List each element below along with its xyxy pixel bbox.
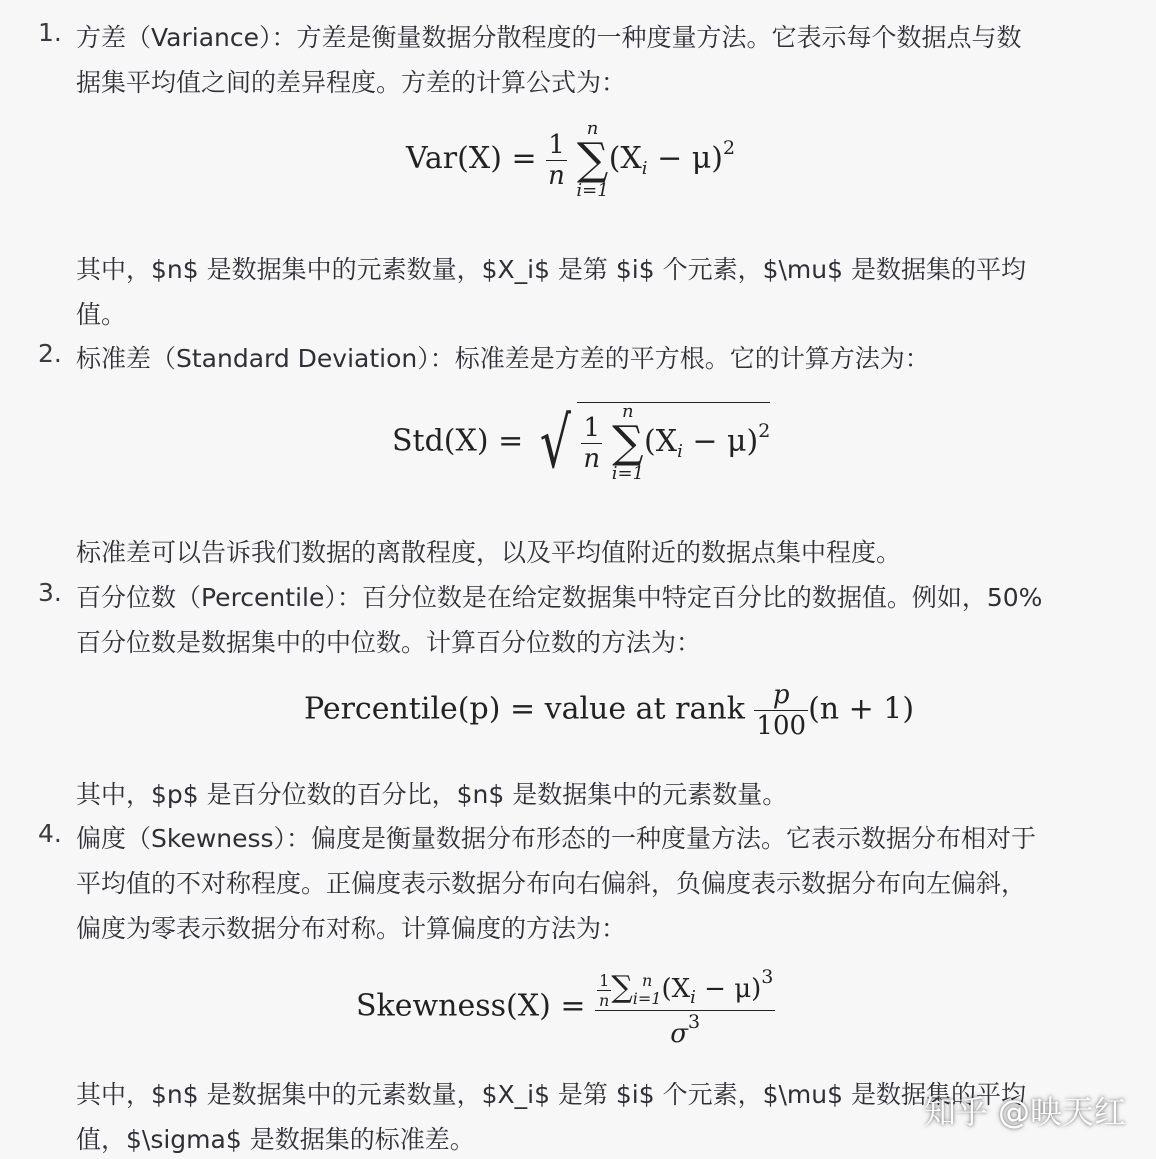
item-note-line: 值，$\sigma$ 是数据集的标准差。 [76, 1125, 475, 1154]
variance-formula: Var(X) = $\frac{1}{n}$ n ∑ i=1 $(X_i - \mu)^2$ [406, 118, 736, 201]
formula-fraction: $\frac{p}{100}$ [756, 680, 807, 741]
item-number: 4. [38, 819, 62, 848]
formula-lhs: Var(X) = [406, 141, 537, 176]
item-text-line: 偏度（Skewness）：偏度是衡量数据分布形态的一种度量方法。它表示数据分布相对于 [76, 824, 1037, 853]
item-text-line: 方差（Variance）：方差是衡量数据分散程度的一种度量方法。它表示每个数据点与数 [76, 23, 1022, 52]
item-note-line: 其中，$p$ 是百分位数的百分比，$n$ 是数据集中的元素数量。 [76, 780, 788, 809]
item-note-line: 其中，$n$ 是数据集中的元素数量，$X_i$ 是第 $i$ 个元素，$\mu$ 是数据集的平均 [76, 1080, 1026, 1109]
sqrt-icon: √ [539, 401, 571, 484]
item-text-line: 百分位数是数据集中的中位数。计算百分位数的方法为： [76, 628, 702, 657]
item-text-line: 平均值的不对称程度。正偏度表示数据分布向右偏斜，负偏度表示数据分布向左偏斜， [76, 869, 1027, 898]
item-text-line: 标准差（Standard Deviation）：标准差是方差的平方根。它的计算方法为： [76, 344, 930, 373]
item-number: 2. [38, 339, 62, 368]
percentile-formula: Percentile(p) = value at rank $\frac{p}{100}$ (n + 1) [304, 680, 915, 741]
item-note-line: 其中，$n$ 是数据集中的元素数量，$X_i$ 是第 $i$ 个元素，$\mu$ 是数据集的平均 [76, 255, 1026, 284]
std-formula [392, 402, 770, 483]
item-note-line: 值。 [76, 300, 127, 329]
item-note-line: 标准差可以告诉我们数据的离散程度，以及平均值附近的数据点集中程度。 [76, 538, 902, 567]
formula-fraction: $\frac{1}{n}$ ∑ n i=1 $(X_i - \mu)^3$ $\sigma^3$ [595, 966, 775, 1049]
formula-lhs: Skewness(X) = [356, 988, 586, 1024]
item-text-line: 据集平均值之间的差异程度。方差的计算公式为： [76, 68, 627, 97]
formula-lhs: Std(X) = [392, 423, 524, 459]
watermark: 知乎 @映天红 [923, 1093, 1126, 1131]
sqrt-body: $\frac{1}{n}$ n ∑ i=1 $(X_i - \mu)^2$ [577, 402, 770, 483]
formula-fraction: $\frac{1}{n}$ [548, 129, 565, 191]
summation: n ∑ i=1 [576, 118, 609, 201]
summation: n ∑ i=1 [611, 401, 644, 484]
item-number: 1. [38, 18, 62, 47]
skewness-formula [356, 966, 775, 1049]
item-text-line: 偏度为零表示数据分布对称。计算偏度的方法为： [76, 914, 627, 943]
formula-lhs: Percentile(p) = value at rank [304, 691, 745, 727]
item-text-line: 百分位数（Percentile）：百分位数是在给定数据集中特定百分比的数据值。例如，50% [76, 583, 1043, 612]
item-number: 3. [38, 578, 62, 607]
